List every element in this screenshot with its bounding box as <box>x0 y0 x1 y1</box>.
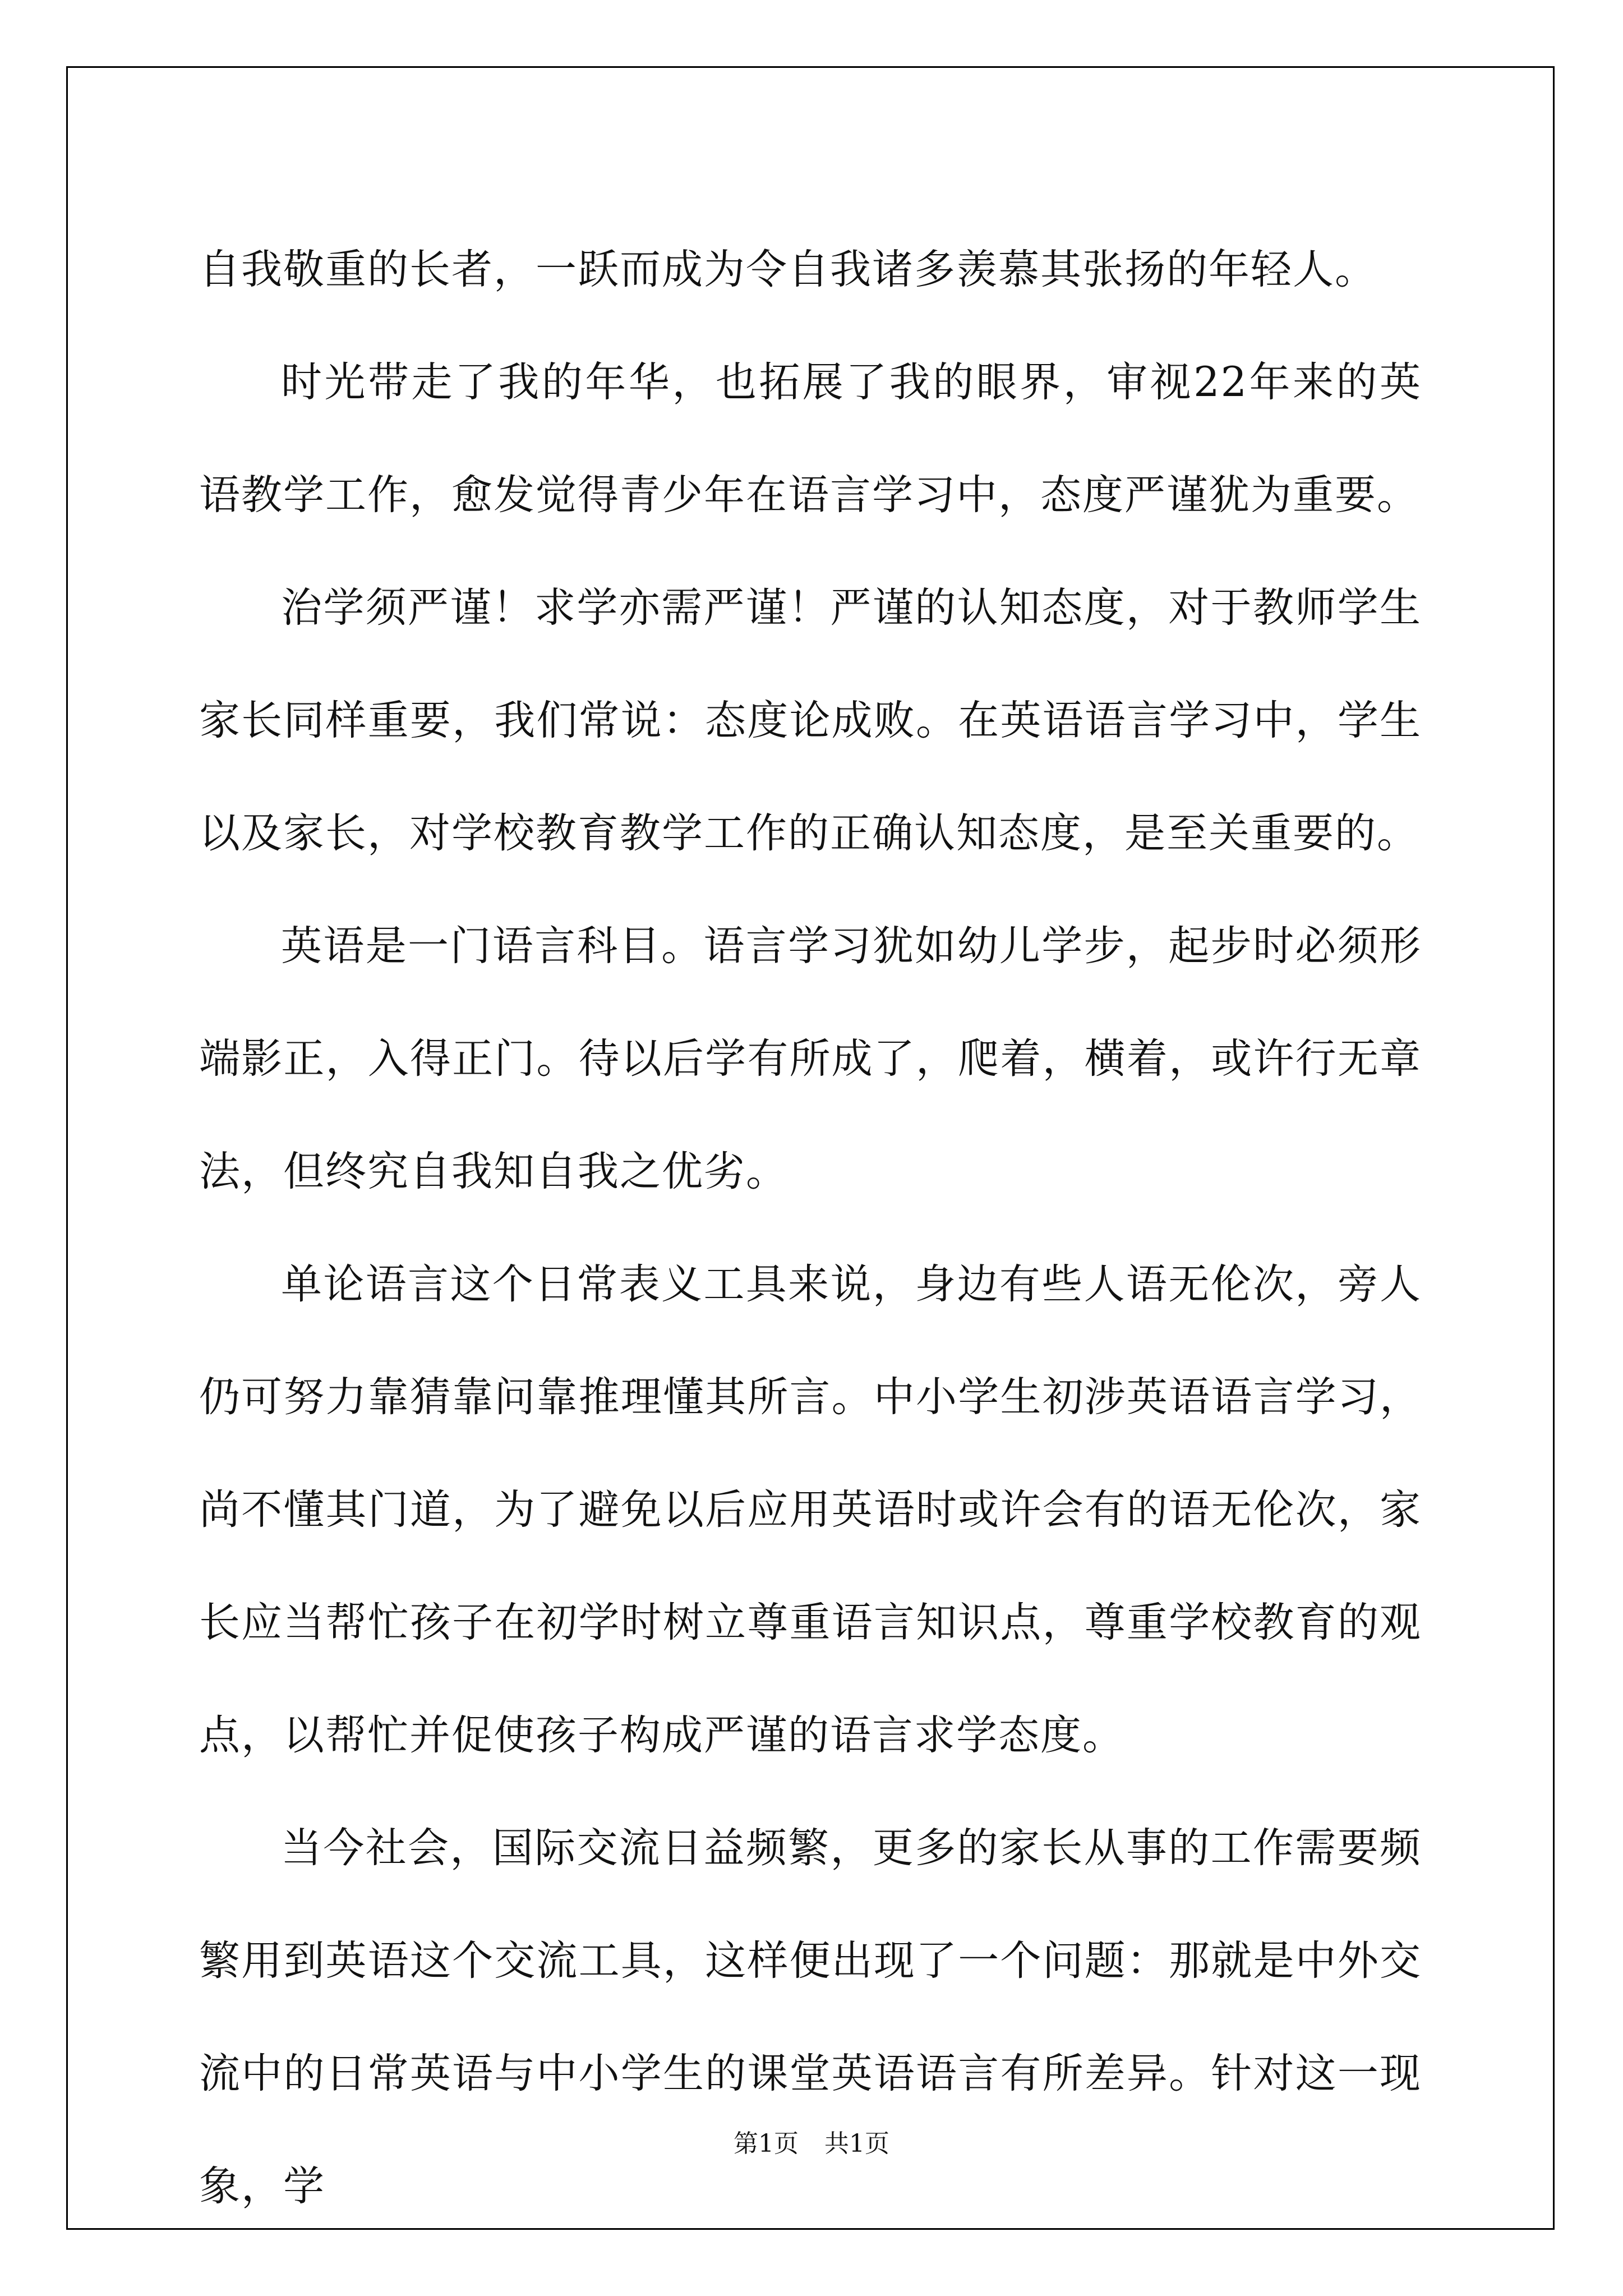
paragraph: 时光带走了我的年华，也拓展了我的眼界，审视22年来的英语教学工作，愈发觉得青少年在语言学习中，态度严谨犹为重要。 <box>199 358 1422 519</box>
paragraph: 单论语言这个日常表义工具来说，身边有些人语无伦次，旁人仍可努力靠猜靠问靠推理懂其所言。中小学生初涉英语语言学习，尚不懂其门道，为了避免以后应用英语时或许会有的语无伦次，家长应当帮忙孩子在初学时树立尊重语言知识点，尊重学校教育的观点，以帮忙并促使孩子构成严谨的语言求学态度。 <box>199 1260 1422 1759</box>
page-total: 共1页 <box>824 2129 889 2158</box>
paragraph: 英语是一门语言科目。语言学习犹如幼儿学步，起步时必须形端影正，入得正门。待以后学有所成了，爬着，横着，或许行无章法，但终究自我知自我之优劣。 <box>199 922 1422 1195</box>
paragraph: 自我敬重的长者，一跃而成为令自我诸多羡慕其张扬的年轻人。 <box>199 246 1377 293</box>
page-footer <box>0 2123 1623 2159</box>
paragraph: 当今社会，国际交流日益频繁，更多的家长从事的工作需要频繁用到英语这个交流工具，这样便出现了一个问题：那就是中外交流中的日常英语与中小学生的课堂英语语言有所差异。针对这一现象，学 <box>199 1824 1422 2210</box>
page-number: 第1页 <box>734 2129 799 2158</box>
paragraph: 治学须严谨！求学亦需严谨！严谨的认知态度，对于教师学生家长同样重要，我们常说：态度论成败。在英语语言学习中，学生以及家长，对学校教育教学工作的正确认知态度，是至关重要的。 <box>199 584 1422 857</box>
document-body <box>199 213 1422 2243</box>
